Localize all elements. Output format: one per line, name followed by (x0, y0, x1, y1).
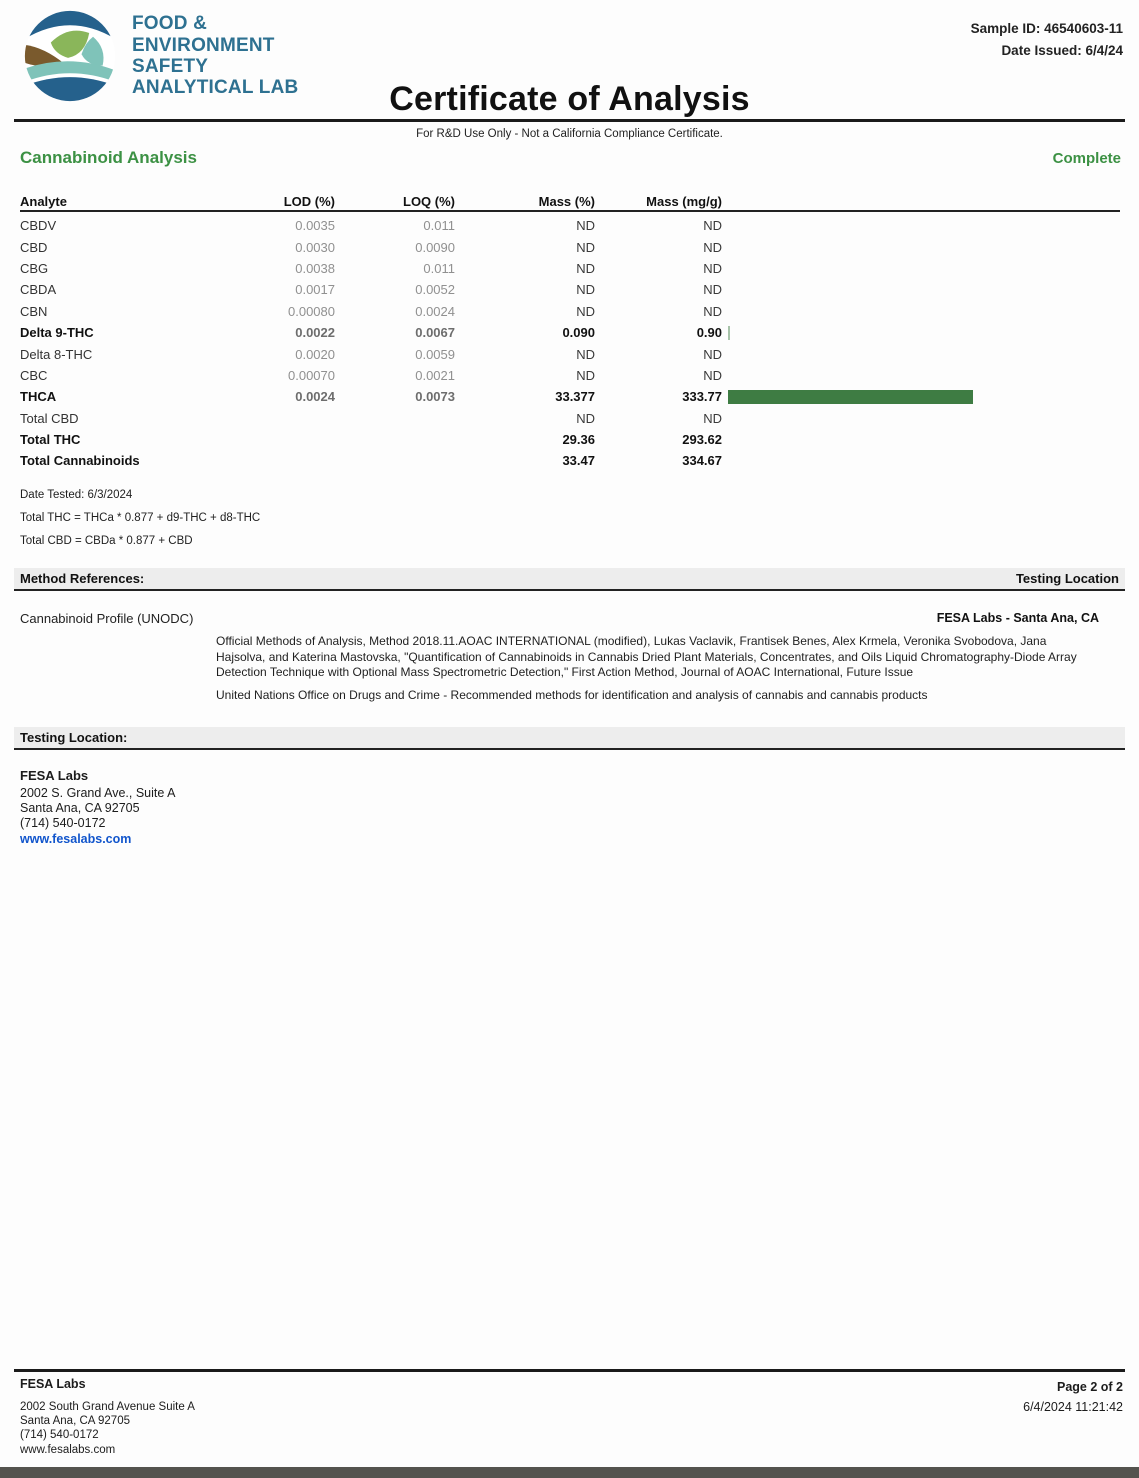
table-row (20, 343, 1120, 364)
mass-pct-value: ND (576, 239, 595, 255)
mass-pct-value: ND (576, 303, 595, 319)
address-line-1: 2002 S. Grand Ave., Suite A (20, 785, 176, 800)
mass-mg-value: ND (703, 260, 722, 276)
unodc-reference: United Nations Office on Drugs and Crime - Recommended methods for identification and analysis of cannabis and cannabis products (216, 688, 928, 702)
analyte-name: CBN (20, 303, 48, 319)
mass-pct-value: ND (576, 218, 595, 234)
analyte-name: CBDV (20, 218, 57, 234)
mass-pct-value: 29.36 (562, 432, 595, 448)
mass-bar (722, 304, 1120, 318)
footer-website: www.fesalabs.com (20, 1443, 116, 1456)
table-row (20, 279, 1120, 300)
date-issued: Date Issued: 6/4/24 (1001, 43, 1123, 59)
mass-bar (722, 261, 1120, 275)
loq-value: 0.0059 (415, 346, 455, 362)
loq-value: 0.0073 (415, 389, 455, 405)
date-tested: Date Tested: 6/3/2024 (20, 489, 133, 501)
loq-value: 0.011 (423, 260, 455, 276)
sample-id: Sample ID: 46540603-11 (970, 21, 1123, 36)
loq-value: 0.0090 (415, 239, 455, 255)
lod-value: 0.00070 (288, 367, 335, 383)
address-line-2: Santa Ana, CA 92705 (20, 801, 140, 816)
mass-pct-value: ND (576, 282, 595, 298)
mass-bar (722, 390, 1120, 404)
method-references-bar (14, 568, 1125, 591)
lod-value: 0.0030 (295, 239, 335, 255)
loq-value: 0.0052 (415, 282, 455, 298)
table-row (20, 236, 1120, 257)
col-mass-pct: Mass (%) (538, 193, 595, 209)
lab-logo-wordmark: FOOD & ENVIRONMENT SAFETY ANALYTICAL LAB (132, 13, 299, 99)
mass-bar (722, 454, 1120, 468)
page-number: Page 2 of 2 (1057, 1380, 1123, 1394)
analyte-table-body (20, 215, 1120, 472)
testing-location-bar (14, 727, 1125, 750)
table-row (20, 215, 1120, 236)
mass-pct-value: ND (576, 346, 595, 362)
lod-value: 0.0020 (295, 346, 335, 362)
section-heading: Cannabinoid Analysis (20, 148, 197, 167)
mass-mg-value: 334.67 (682, 453, 722, 469)
analyte-name: CBD (20, 239, 48, 255)
table-row (20, 429, 1120, 450)
analyte-name: Delta 9-THC (20, 325, 94, 341)
method-references-heading: Method References: (20, 571, 145, 586)
mass-pct-value: 33.377 (555, 389, 595, 405)
analyte-name: CBG (20, 260, 49, 276)
table-row (20, 450, 1120, 471)
page-title: Certificate of Analysis (389, 80, 750, 118)
mass-mg-value: ND (703, 282, 722, 298)
mass-pct-value: ND (576, 260, 595, 276)
header-divider (14, 119, 1125, 122)
analyte-name: CBC (20, 367, 48, 383)
testing-location-address (20, 768, 175, 847)
mass-bar (722, 240, 1120, 254)
mass-mg-value: ND (703, 303, 722, 319)
table-row (20, 386, 1120, 407)
viewer-bottom-strip (0, 1467, 1139, 1478)
table-row (20, 301, 1120, 322)
analyte-name: Total Cannabinoids (20, 453, 140, 469)
lod-value: 0.0017 (295, 282, 335, 298)
mass-mg-value: 293.62 (682, 432, 722, 448)
mass-bar (722, 411, 1120, 425)
mass-pct-value: 0.090 (562, 325, 595, 341)
analyte-name: CBDA (20, 282, 57, 298)
testing-location-heading-right: Testing Location (1015, 571, 1119, 586)
mass-mg-value: ND (703, 367, 722, 383)
lod-value: 0.0022 (295, 325, 335, 341)
lod-value: 0.0024 (295, 389, 335, 405)
mass-bar (722, 433, 1120, 447)
phone-number: (714) 540-0172 (20, 816, 106, 831)
footer-meta (1023, 1377, 1123, 1417)
analyte-name: Delta 8-THC (20, 346, 93, 362)
footer-phone: (714) 540-0172 (20, 1429, 99, 1442)
lab-name: FESA Labs (20, 768, 89, 783)
col-loq: LOQ (%) (403, 193, 455, 209)
lod-value: 0.00080 (288, 303, 335, 319)
footer-lab-name: FESA Labs (20, 1377, 86, 1391)
footer-address-line-1: 2002 South Grand Avenue Suite A (20, 1400, 195, 1413)
col-lod: LOD (%) (283, 193, 335, 209)
loq-value: 0.011 (423, 218, 455, 234)
analyte-table (20, 192, 1120, 472)
loq-value: 0.0021 (415, 367, 455, 383)
mass-bar (722, 368, 1120, 382)
mass-pct-value: 33.47 (562, 453, 595, 469)
table-header-row (20, 192, 1120, 212)
loq-value: 0.0067 (415, 325, 455, 341)
col-analyte: Analyte (20, 193, 67, 209)
analyte-name: Total CBD (20, 410, 79, 426)
mass-mg-value: ND (703, 346, 722, 362)
mass-bar (722, 283, 1120, 297)
testing-location-heading: Testing Location: (20, 730, 128, 745)
lod-value: 0.0038 (295, 260, 335, 276)
compliance-disclaimer: For R&D Use Only - Not a California Compliance Certificate. (416, 128, 723, 140)
loq-value: 0.0024 (415, 303, 455, 319)
mass-bar (722, 219, 1120, 233)
mass-mg-value: 333.77 (682, 389, 722, 405)
table-row (20, 408, 1120, 429)
website-link[interactable]: www.fesalabs.com (20, 831, 132, 846)
analyte-name: Total THC (20, 432, 81, 448)
footer-address-line-2: Santa Ana, CA 92705 (20, 1415, 130, 1427)
mass-bar (722, 326, 1120, 340)
lod-value: 0.0035 (295, 218, 335, 234)
footer-address (20, 1377, 195, 1457)
analyte-name: THCA (20, 389, 57, 405)
mass-mg-value: ND (703, 218, 722, 234)
method-reference-citation: Official Methods of Analysis, Method 2018.11.AOAC INTERNATIONAL (modified), Lukas Vaclavik, Frantisek Benes, Alex Krmela, Veronika Svobodova, Jana Hajsolva, and Katerina Mastovska, "Quantification of Cannabinoids in Cannabis Dried Plant Materials, Concentrates, and Oils Liquid Chromatography-Diode Array Detection Technique with Optional Mass Spectrometric Detection," First Action Method, Journal of AOAC International, Future Issue (216, 634, 1077, 680)
test-notes (20, 489, 260, 558)
col-mass-mg: Mass (mg/g) (646, 193, 722, 209)
cannabinoid-profile-label: Cannabinoid Profile (UNODC) (20, 611, 194, 626)
footer-divider (14, 1369, 1125, 1372)
total-cbd-formula: Total CBD = CBDa * 0.877 + CBD (20, 535, 193, 547)
mass-mg-value: ND (703, 410, 722, 426)
mass-mg-value: 0.90 (696, 325, 722, 341)
mass-mg-value: ND (703, 239, 722, 255)
total-thc-formula: Total THC = THCa * 0.877 + d9-THC + d8-THC (20, 512, 261, 524)
mass-bar (722, 347, 1120, 361)
status-badge: Complete (1052, 150, 1121, 167)
table-row (20, 258, 1120, 279)
mass-pct-value: ND (576, 367, 595, 383)
testing-location-value: FESA Labs - Santa Ana, CA (936, 611, 1099, 625)
sample-info (971, 18, 1123, 63)
footer-datetime: 6/4/2024 11:21:42 (1023, 1400, 1123, 1414)
mass-pct-value: ND (576, 410, 595, 426)
table-row (20, 365, 1120, 386)
table-row (20, 322, 1120, 343)
